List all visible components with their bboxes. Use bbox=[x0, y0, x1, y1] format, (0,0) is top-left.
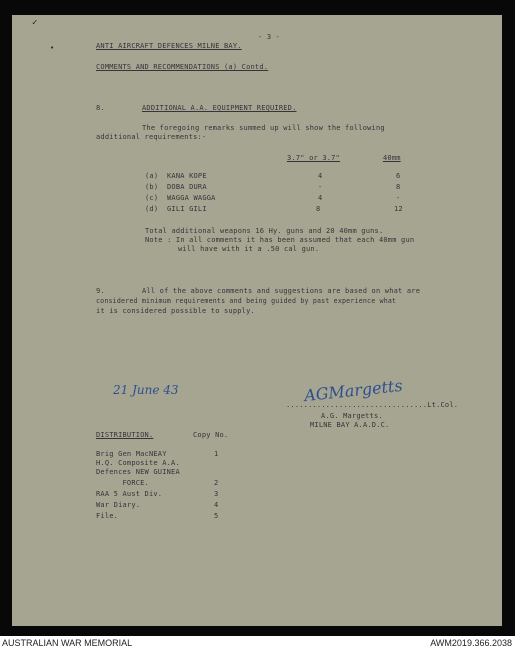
distribution-copy: 1 bbox=[214, 450, 219, 458]
row-place: KANA KOPE bbox=[167, 172, 207, 180]
ink-dot: • bbox=[50, 44, 55, 52]
row-value-40mm: 12 bbox=[394, 205, 403, 213]
row-label: (b) bbox=[145, 183, 159, 191]
distribution-copy: 3 bbox=[214, 490, 219, 498]
column-header-heavy-guns: 3.7" or 3.7" bbox=[287, 154, 340, 162]
row-label: (a) bbox=[145, 172, 159, 180]
distribution-copy: 2 bbox=[214, 479, 219, 487]
page-number: - 3 - bbox=[258, 33, 281, 41]
distribution-entry: FORCE. bbox=[96, 479, 149, 487]
footer-institution: AUSTRALIAN WAR MEMORIAL bbox=[2, 638, 133, 648]
section-9-line1: All of the above comments and suggestions are based on what are bbox=[142, 287, 421, 295]
distribution-title: DISTRIBUTION. bbox=[96, 431, 154, 439]
note-line1: Note : In all comments it has been assumed that each 40mm gun bbox=[145, 236, 415, 244]
signatory-name: A.G. Margetts. bbox=[321, 412, 383, 420]
distribution-entry: RAA 5 Aust Div. bbox=[96, 490, 163, 498]
ink-mark: ✓ bbox=[32, 18, 38, 28]
handwritten-date: 21 June 43 bbox=[113, 383, 179, 397]
row-value-heavy: - bbox=[318, 183, 323, 191]
document-heading: ANTI AIRCRAFT DEFENCES MILNE BAY. bbox=[96, 42, 242, 50]
row-value-40mm: 6 bbox=[396, 172, 401, 180]
row-value-40mm: - bbox=[396, 194, 401, 202]
row-label: (d) bbox=[145, 205, 159, 213]
column-header-40mm: 40mm bbox=[383, 154, 401, 162]
signature-line: ................................Lt.Col. bbox=[286, 401, 459, 409]
section-8-intro-line1: The foregoing remarks summed up will show the following bbox=[142, 124, 385, 132]
distribution-entry: H.Q. Composite A.A. bbox=[96, 459, 180, 467]
total-line: Total additional weapons 16 Hy. guns and 20 40mm guns. bbox=[145, 227, 384, 235]
footer-accession-number: AWM2019.366.2038 bbox=[430, 638, 512, 648]
section-9-line2: considered minimum requirements and being guided by past experience what bbox=[96, 297, 397, 305]
distribution-copy: 4 bbox=[214, 501, 219, 509]
row-value-heavy: 4 bbox=[318, 172, 323, 180]
signatory-title: MILNE BAY A.A.D.C. bbox=[310, 421, 390, 429]
copy-number-header: Copy No. bbox=[193, 431, 229, 439]
document-subheading: COMMENTS AND RECOMMENDATIONS (a) Contd. bbox=[96, 63, 269, 71]
section-8-intro-line2: additional requirements:- bbox=[96, 133, 207, 141]
section-8-title: ADDITIONAL A.A. EQUIPMENT REQUIRED. bbox=[142, 104, 297, 112]
section-9-number: 9. bbox=[96, 287, 105, 295]
row-value-heavy: 4 bbox=[318, 194, 323, 202]
handwritten-signature: AGMargetts bbox=[303, 375, 404, 406]
section-9-line3: it is considered possible to supply. bbox=[96, 307, 255, 315]
row-place: WAGGA WAGGA bbox=[167, 194, 216, 202]
distribution-entry: Defences NEW GUINEA bbox=[96, 468, 180, 476]
row-place: DOBA DURA bbox=[167, 183, 207, 191]
note-line2: will have with it a .50 cal gun. bbox=[178, 245, 320, 253]
row-value-40mm: 8 bbox=[396, 183, 401, 191]
distribution-entry: Brig Gen MacNEAY bbox=[96, 450, 167, 458]
row-value-heavy: 8 bbox=[316, 205, 321, 213]
row-label: (c) bbox=[145, 194, 159, 202]
distribution-copy: 5 bbox=[214, 512, 219, 520]
section-8-number: 8. bbox=[96, 104, 105, 112]
distribution-entry: File. bbox=[96, 512, 119, 520]
row-place: GILI GILI bbox=[167, 205, 207, 213]
distribution-entry: War Diary. bbox=[96, 501, 141, 509]
